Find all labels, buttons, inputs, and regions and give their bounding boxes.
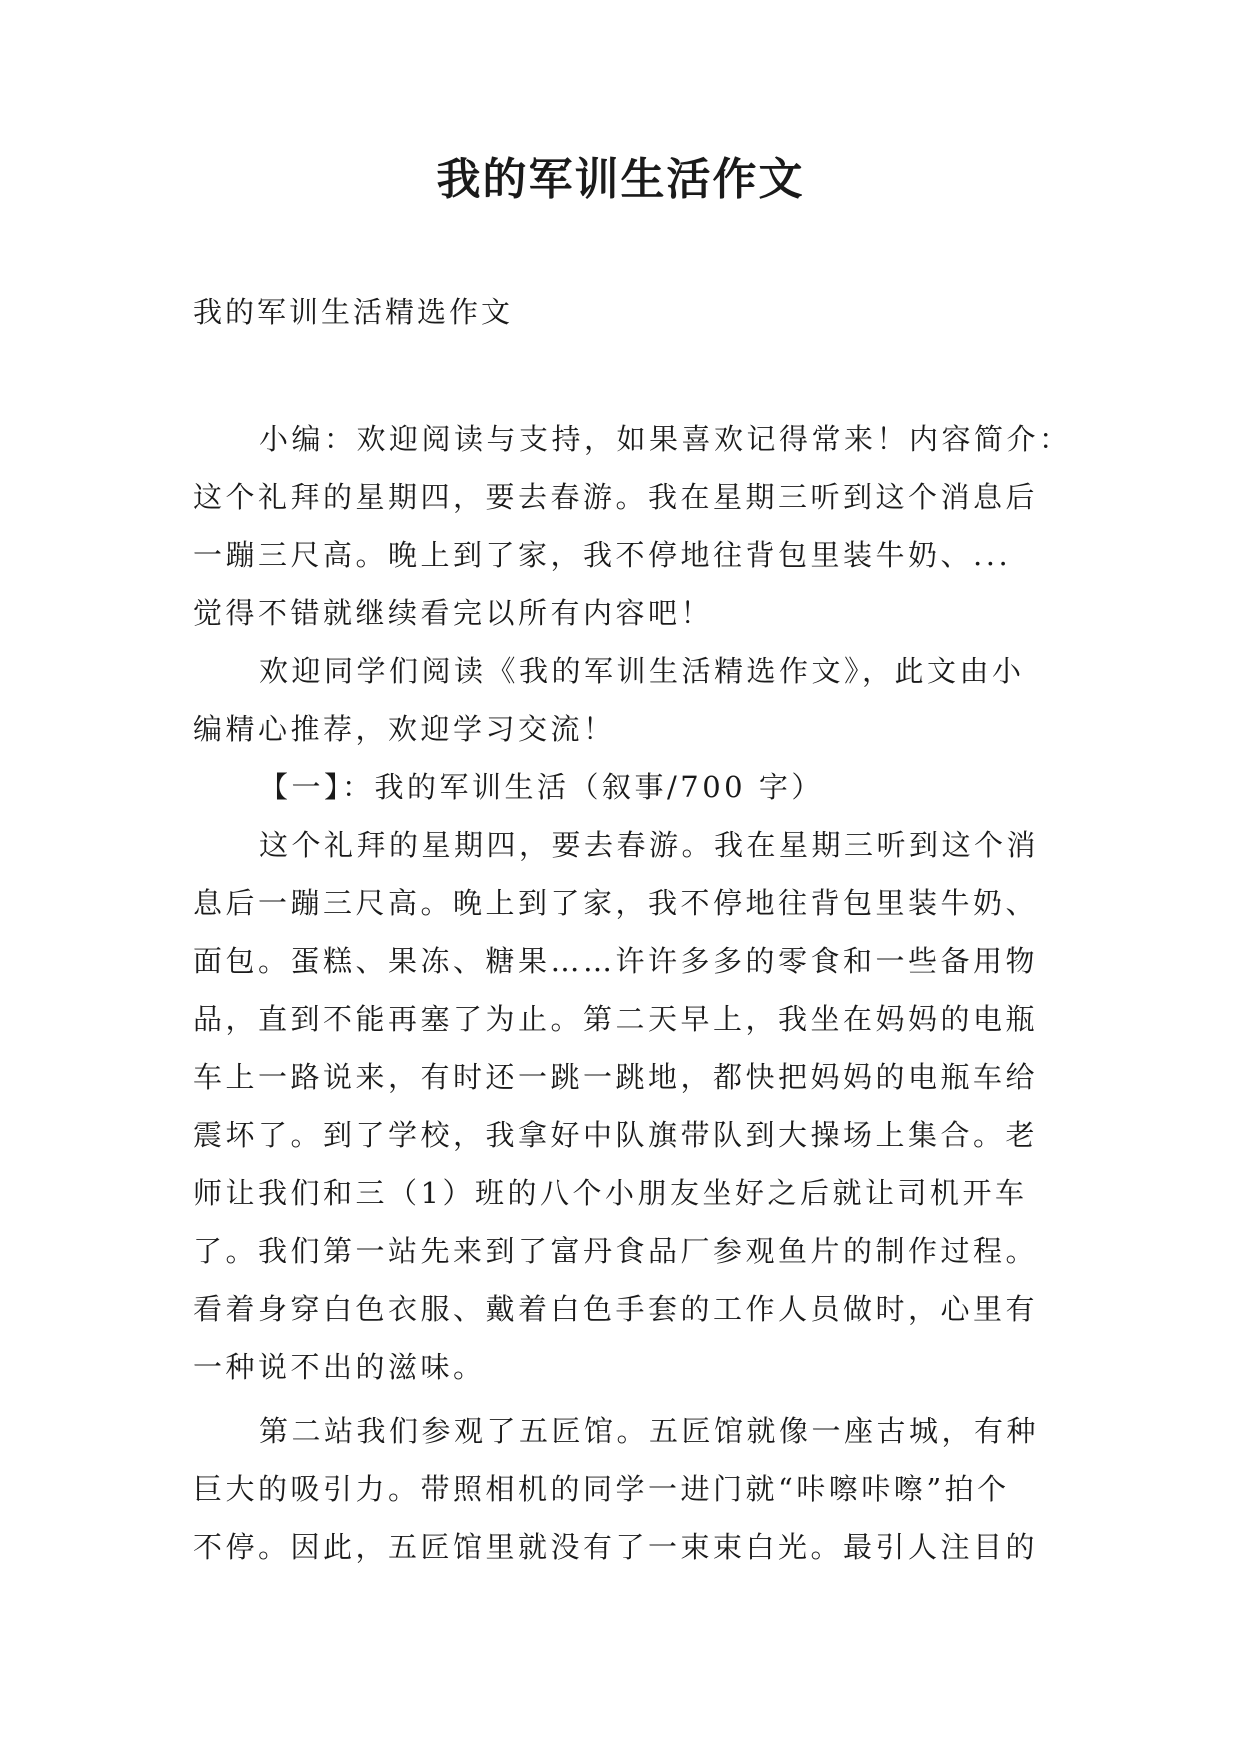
text-line: 第二站我们参观了五匠馆。五匠馆就像一座古城，有种 bbox=[259, 1414, 1040, 1448]
text-line: 欢迎同学们阅读《我的军训生活精选作文》，此文由小 bbox=[259, 654, 1025, 688]
text-line: 品，直到不能再塞了为止。第二天早上，我坐在妈妈的电瓶 bbox=[193, 1002, 1039, 1036]
text-line: 一蹦三尺高。晚上到了家，我不停地往背包里装牛奶、... bbox=[193, 538, 1012, 572]
text-line: 震坏了。到了学校，我拿好中队旗带队到大操场上集合。老 bbox=[193, 1118, 1039, 1152]
text-line: 一种说不出的滋味。 bbox=[193, 1350, 486, 1384]
text-line: 这个礼拜的星期四，要去春游。我在星期三听到这个消息后 bbox=[193, 480, 1039, 514]
text-line: 【一】：我的军训生活（叙事/700 字） bbox=[259, 770, 824, 804]
text-line: 师让我们和三（1）班的八个小朋友坐好之后就让司机开车 bbox=[193, 1176, 1028, 1210]
text-line: 巨大的吸引力。带照相机的同学一进门就“咔嚓咔嚓”拍个 bbox=[193, 1472, 1010, 1506]
text-line: 息后一蹦三尺高。晚上到了家，我不停地往背包里装牛奶、 bbox=[193, 886, 1039, 920]
document-subtitle: 我的军训生活精选作文 bbox=[193, 295, 514, 329]
text-line: 面包。蛋糕、果冻、糖果……许许多多的零食和一些备用物 bbox=[193, 944, 1039, 978]
document-title: 我的军训生活作文 bbox=[436, 154, 805, 205]
text-line: 看着身穿白色衣服、戴着白色手套的工作人员做时，心里有 bbox=[193, 1292, 1039, 1326]
text-line: 车上一路说来，有时还一跳一跳地，都快把妈妈的电瓶车给 bbox=[193, 1060, 1039, 1094]
text-line: 不停。因此，五匠馆里就没有了一束束白光。最引人注目的 bbox=[193, 1530, 1039, 1564]
text-line: 了。我们第一站先来到了富丹食品厂参观鱼片的制作过程。 bbox=[193, 1234, 1039, 1268]
document-body bbox=[193, 410, 1093, 1576]
text-line: 编精心推荐，欢迎学习交流！ bbox=[193, 712, 616, 746]
text-line: 这个礼拜的星期四，要去春游。我在星期三听到这个消 bbox=[259, 828, 1040, 862]
text-line: 小编：欢迎阅读与支持，如果喜欢记得常来！内容简介： bbox=[259, 422, 1072, 456]
text-line: 觉得不错就继续看完以所有内容吧！ bbox=[193, 596, 714, 630]
